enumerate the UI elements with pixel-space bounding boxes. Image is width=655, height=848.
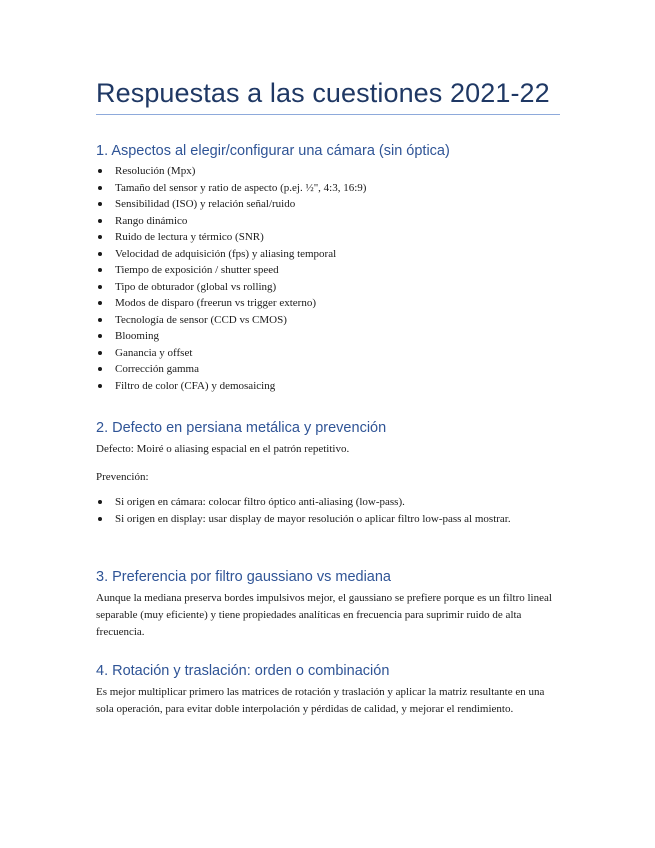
bullet-icon: [98, 301, 102, 305]
bullet-icon: [98, 235, 102, 239]
page-title: Respuestas a las cuestiones 2021-22: [96, 78, 550, 108]
list-item: Si origen en cámara: colocar filtro óptico anti-aliasing (low-pass).: [96, 494, 566, 511]
list-item: Resolución (Mpx): [96, 163, 566, 180]
list-item: Tiempo de exposición / shutter speed: [96, 262, 566, 279]
bullet-icon: [98, 186, 102, 190]
bullet-icon: [98, 384, 102, 388]
bullet-icon: [98, 517, 102, 521]
bullet-icon: [98, 367, 102, 371]
list-item: Rango dinámico: [96, 213, 566, 230]
bullet-icon: [98, 268, 102, 272]
list-item: Filtro de color (CFA) y demosaicing: [96, 378, 566, 395]
bullet-icon: [98, 318, 102, 322]
bullet-icon: [98, 500, 102, 504]
list-item: Velocidad de adquisición (fps) y aliasing temporal: [96, 246, 566, 263]
list-item: Ruido de lectura y térmico (SNR): [96, 229, 566, 246]
section-1-heading: 1. Aspectos al elegir/configurar una cámara (sin óptica): [96, 143, 450, 159]
bullet-icon: [98, 219, 102, 223]
section-4-heading: 4. Rotación y traslación: orden o combinación: [96, 663, 390, 679]
list-item: Tecnología de sensor (CCD vs CMOS): [96, 312, 566, 329]
bullet-icon: [98, 202, 102, 206]
list-item: Si origen en display: usar display de mayor resolución o aplicar filtro low-pass al mostrar.: [96, 511, 566, 528]
section-3-paragraph: Aunque la mediana preserva bordes impulsivos mejor, el gaussiano se prefiere porque es un filtro lineal separable (muy eficiente) y tiene propiedades analíticas en frecuencia para suprimir ruido de alta frecuencia.: [96, 592, 552, 638]
section-4-paragraph: Es mejor multiplicar primero las matrices de rotación y traslación y aplicar la matriz resultante en una sola operación, para evitar doble interpolación y pérdidas de calidad, y mejorar el rendimiento.: [96, 686, 545, 715]
section-1-list: [96, 163, 566, 394]
bullet-icon: [98, 169, 102, 173]
bullet-icon: [98, 351, 102, 355]
section-2-heading: 2. Defecto en persiana metálica y prevención: [96, 420, 387, 436]
title-underline: [96, 114, 560, 115]
list-item: Modos de disparo (freerun vs trigger externo): [96, 295, 566, 312]
list-item: Tipo de obturador (global vs rolling): [96, 279, 566, 296]
list-item: Sensibilidad (ISO) y relación señal/ruido: [96, 196, 566, 213]
list-item: Blooming: [96, 328, 566, 345]
list-item: Ganancia y offset: [96, 345, 566, 362]
list-item: Tamaño del sensor y ratio de aspecto (p.ej. ½", 4:3, 16:9): [96, 180, 566, 197]
list-item: Corrección gamma: [96, 361, 566, 378]
section-2-list: [96, 494, 566, 527]
bullet-icon: [98, 285, 102, 289]
bullet-icon: [98, 334, 102, 338]
section-3-heading: 3. Preferencia por filtro gaussiano vs mediana: [96, 569, 391, 585]
bullet-icon: [98, 252, 102, 256]
defect-text: Defecto: Moiré o aliasing espacial en el patrón repetitivo.: [96, 443, 350, 455]
prevention-label: Prevención:: [96, 471, 149, 483]
